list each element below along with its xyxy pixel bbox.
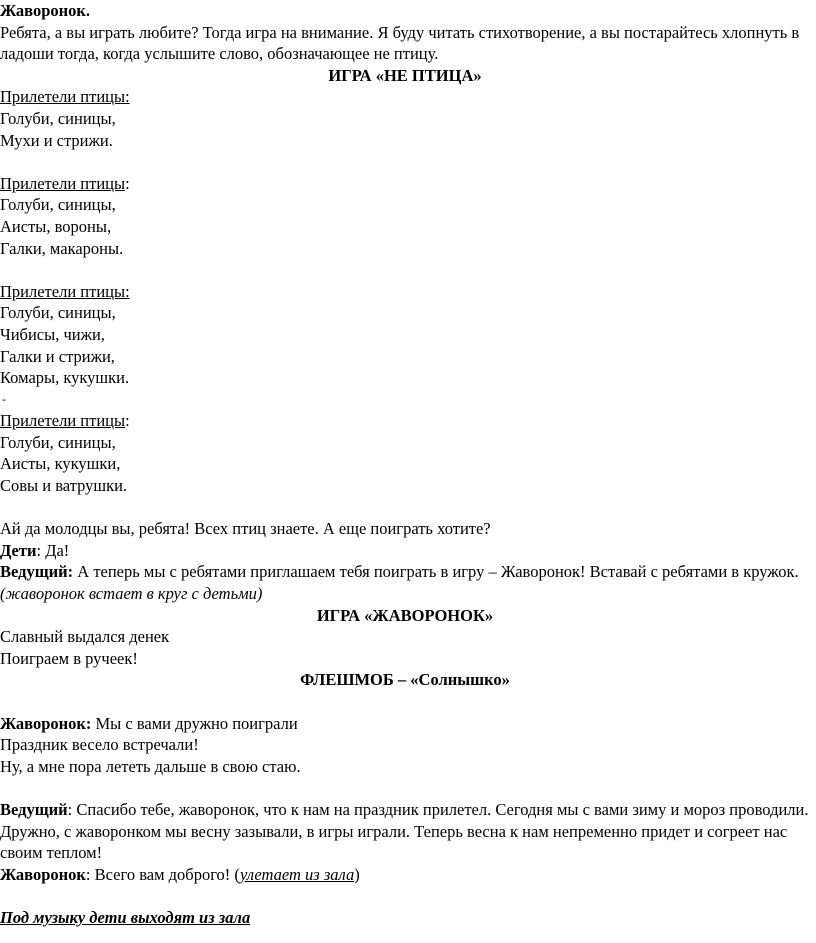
stanza-line: Совы и ватрушки. xyxy=(0,476,128,496)
children-reply: Дети: Да! xyxy=(0,540,70,560)
game2-line: Поиграем в ручеек! xyxy=(0,648,138,668)
intro-text: Ребята, а вы играть любите? Тогда игра на внимание. Я буду читать стихотворение, а вы постарайтесь хлопнуть в ладоши тогда, когда услышите слово, обозначающее не птицу. xyxy=(0,22,800,64)
host-speech: Ведущий: А теперь мы с ребятами приглашаем тебя поиграть в игру – Жаворонок! Вставай с ребятами в кружок. xyxy=(0,562,799,582)
flashmob-title: ФЛЕШМОБ – «Солнышко» xyxy=(300,670,510,690)
stanza-line: Галки, макароны. xyxy=(0,238,124,258)
intro-speaker: Жаворонок. xyxy=(0,1,91,20)
stanza-head: Прилетели птицы: xyxy=(0,411,130,431)
lark-speech-line: Праздник весело встречали! xyxy=(0,735,199,755)
stanza-line: Аисты, кукушки, xyxy=(0,454,121,474)
game2-line: Славный выдался денек xyxy=(0,627,170,647)
stanza-line: Чибисы, чижи, xyxy=(0,324,105,344)
lark-speech-line: Ну, а мне пора лететь дальше в свою стаю. xyxy=(0,756,301,776)
stanza-line: Комары, кукушки. xyxy=(0,368,130,388)
stanza-head: Прилетели птицы: xyxy=(0,87,130,107)
farewell-line: Жаворонок: Всего вам доброго! (улетает из зала) xyxy=(0,864,360,884)
stanza-head: Прилетели птицы: xyxy=(0,281,130,301)
stanza-head: Прилетели птицы: xyxy=(0,173,130,193)
stanza-line: Голуби, синицы, xyxy=(0,195,116,215)
stanza-line: Голуби, синицы, xyxy=(0,108,116,128)
lark-speech: Жаворонок: Мы с вами дружно поиграли xyxy=(0,713,298,733)
host-closing-speech: Ведущий: Спасибо тебе, жаворонок, что к нам на праздник прилетел. Сегодня мы с вами зиму и мороз проводили. Дружно, с жаворонком мы весну зазывали, в игры играли. Теперь весна к нам непременно придет и согреет нас своим теплом! xyxy=(0,799,809,863)
stanza-line: Аисты, вороны, xyxy=(0,216,112,236)
outro-text: Под музыку дети выходят из зала xyxy=(0,907,251,927)
stanza-line: Галки и стрижи, xyxy=(0,346,115,366)
stray-mark: - xyxy=(2,391,6,406)
praise-text: Ай да молодцы вы, ребята! Всех птиц знаете. А еще поиграть хотите? xyxy=(0,519,491,539)
stage-note: (жаворонок встает в круг с детьми) xyxy=(0,584,263,604)
stanza-line: Голуби, синицы, xyxy=(0,303,116,323)
stanza-line: Мухи и стрижи. xyxy=(0,130,113,150)
game2-title: ИГРА «ЖАВОРОНОК» xyxy=(316,605,494,625)
game1-title: ИГРА «НЕ ПТИЦА» xyxy=(328,65,482,85)
stanza-line: Голуби, синицы, xyxy=(0,432,116,452)
